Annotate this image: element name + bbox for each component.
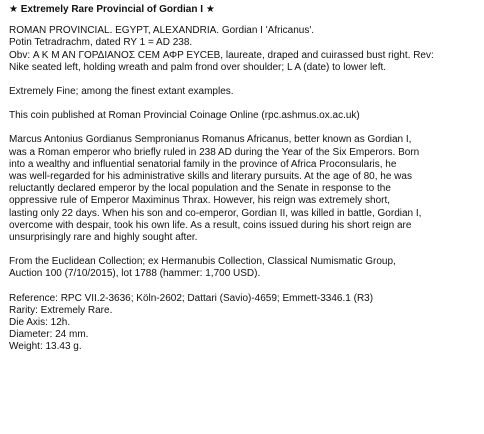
reference-line: Reference: RPC VII.2-3636; Köln-2602; Dattari (Savio)-4659; Emmett-3346.1 (R3) (9, 292, 374, 304)
star-icon: ★ (9, 4, 18, 15)
bio-line: unsurprisingly rare and highly sought after. (9, 232, 198, 244)
coin-summary (9, 25, 479, 74)
grade-text (9, 86, 479, 98)
bio-line: oppressive rule of Emperor Maximinus Thrax. However, his reign was extremely short, (9, 195, 391, 207)
bio-line: reluctantly declared emperor by the local population and the Senate in response to the (9, 183, 391, 195)
star-icon: ★ (205, 4, 215, 15)
bio-line: into a wealthy and influential senatorial family in the province of Africa Proconsularis, he (9, 158, 397, 170)
provenance-line: Auction 100 (7/10/2015), lot 1788 (hammer: 1,700 USD). (9, 268, 261, 280)
specifications (9, 293, 479, 354)
bio-line: lasting only 22 days. When his son and co-emperor, Gordian II, was killed in battle, Gordian I, (9, 207, 422, 219)
biography (9, 134, 479, 244)
summary-line: ROMAN PROVINCIAL. EGYPT, ALEXANDRIA. Gordian I 'Africanus'. (9, 25, 315, 37)
diameter-line: Diameter: 24 mm. (9, 329, 89, 341)
title-text: Extremely Rare Provincial of Gordian I (20, 4, 204, 15)
listing-title (9, 4, 479, 16)
provenance (9, 256, 479, 280)
rpc-note (9, 110, 479, 122)
rpc-prefix: This coin published at (9, 110, 109, 122)
provenance-line: From the Euclidean Collection; ex Hermanubis Collection, Classical Numismatic Group, (9, 256, 396, 268)
grade-line: Extremely Fine; among the finest extant examples. (9, 86, 234, 98)
listing-description (9, 4, 479, 366)
summary-line: Obv: Α Κ Μ ΑΝ ΓΟΡΔΙΑΝΟΣ CEM ΑΦΡ ΕΥCΕΒ, laureate, draped and cuirassed bust right. Rev: (9, 49, 434, 61)
bio-line: was well-regarded for his administrative skills and literary pursuits. At the age of 80, he was (9, 171, 412, 183)
rpc-link[interactable]: Roman Provincial Coinage Online (108, 110, 259, 122)
die-axis-line: Die Axis: 12h. (9, 317, 71, 329)
weight-line: Weight: 13.43 g. (9, 341, 82, 353)
bio-line: was a Roman emperor who briefly ruled in 238 AD during the Year of the Six Emperors. Born (9, 146, 420, 158)
summary-line: Potin Tetradrachm, dated RY 1 = AD 238. (9, 37, 193, 49)
bio-line: Marcus Antonius Gordianus Sempronianus Romanus Africanus, better known as Gordian I, (9, 134, 412, 146)
rpc-suffix: (rpc.ashmus.ox.ac.uk) (258, 110, 360, 122)
bio-line: overcome with despair, took his own life. As a result, coins issued during his short reign are (9, 219, 412, 231)
rarity-line: Rarity: Extremely Rare. (9, 304, 113, 316)
summary-line: Nike seated left, holding wreath and palm frond over shoulder; L A (date) to lower left. (9, 61, 387, 73)
